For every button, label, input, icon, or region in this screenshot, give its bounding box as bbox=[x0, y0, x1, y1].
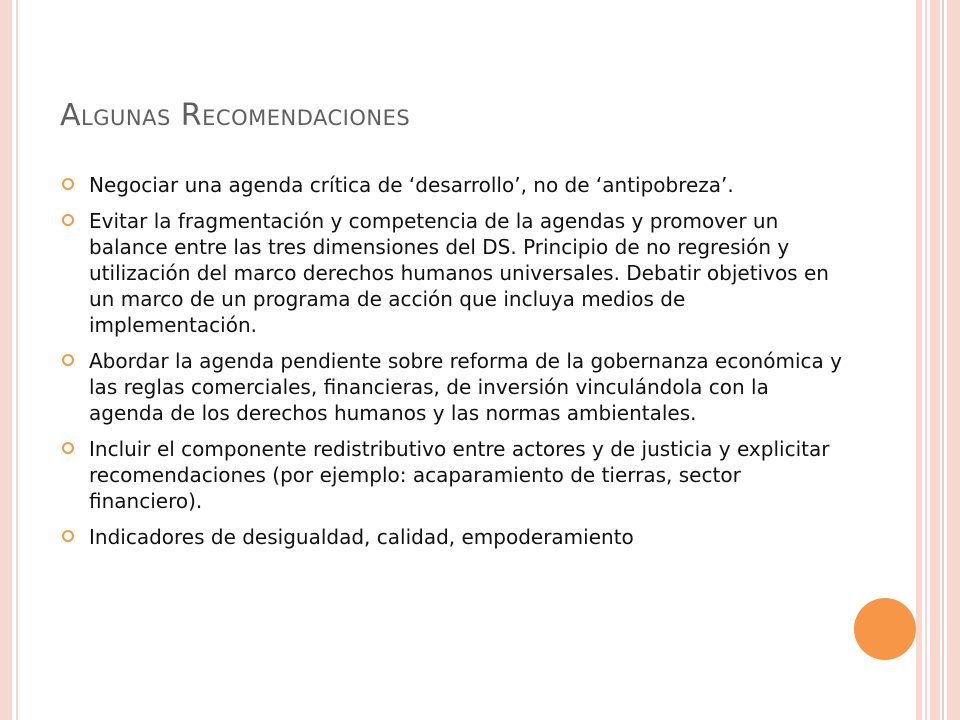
circle-bullet-icon bbox=[62, 354, 74, 366]
circle-bullet-icon bbox=[62, 178, 74, 190]
decorative-orange-circle bbox=[854, 598, 916, 660]
bullet-text: Abordar la agenda pendiente sobre reforma de la gobernanza económica y las reglas comerciales, financieras, de inversión vinculándola con la agenda de los derechos humanos y las normas ambientales. bbox=[89, 349, 842, 425]
left-frame-bar bbox=[0, 0, 12, 720]
bullet-item bbox=[62, 436, 842, 514]
bullet-item bbox=[62, 348, 842, 426]
circle-bullet-icon bbox=[62, 214, 74, 226]
right-decorative-stripes bbox=[916, 0, 960, 720]
stripe bbox=[916, 0, 922, 720]
circle-bullet-icon bbox=[62, 530, 74, 542]
bullet-item bbox=[62, 524, 842, 550]
slide-title: Algunas Recomendaciones bbox=[60, 98, 411, 133]
bullet-list bbox=[62, 172, 842, 560]
circle-bullet-icon bbox=[62, 442, 74, 454]
bullet-text: Negociar una agenda crítica de ‘desarrollo’, no de ‘antipobreza’. bbox=[89, 173, 734, 197]
bullet-text: Incluir el componente redistributivo entre actores y de justicia y explicitar recomendaciones (por ejemplo: acaparamiento de tierras, sector financiero). bbox=[89, 437, 830, 513]
stripe bbox=[925, 0, 927, 720]
bullet-item bbox=[62, 172, 842, 198]
bullet-text: Evitar la fragmentación y competencia de la agendas y promover un balance entre las tres dimensiones del DS. Principio de no regresión y utilización del marco derechos humanos universales. Debatir objetivos en un marco de un programa de acción que incluya medios de implementación. bbox=[89, 209, 829, 337]
bullet-text: Indicadores de desigualdad, calidad, empoderamiento bbox=[89, 525, 634, 549]
stripe bbox=[930, 0, 940, 720]
stripe bbox=[942, 0, 944, 720]
left-frame-line bbox=[16, 0, 18, 720]
stripe bbox=[947, 0, 960, 720]
bullet-item bbox=[62, 208, 842, 338]
